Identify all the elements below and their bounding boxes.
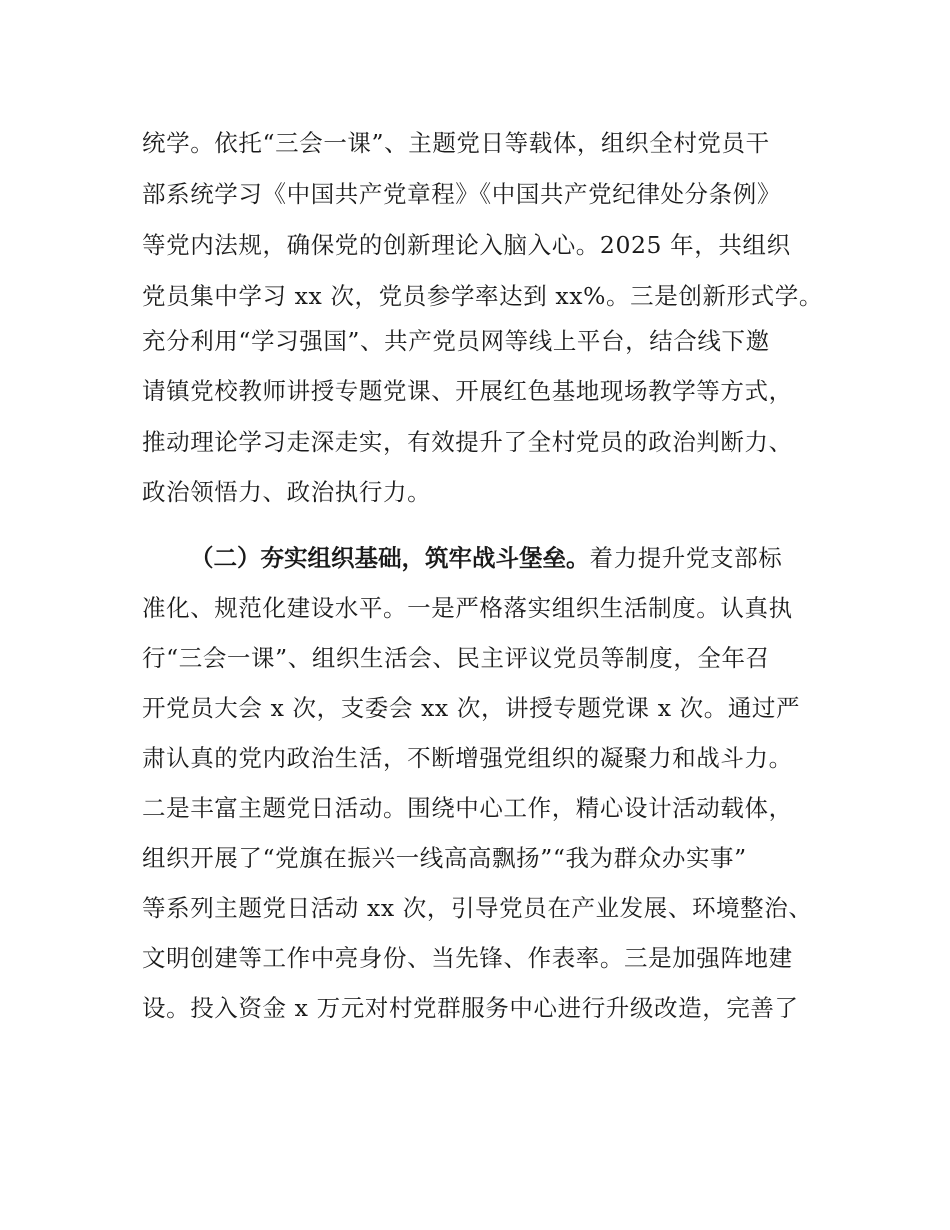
heading-continuation: 着力提升党支部标 bbox=[589, 544, 783, 572]
text-line: 肃认真的党内政治生活，不断增强党组织的凝聚力和战斗力。 bbox=[142, 744, 793, 772]
text-line: 政治领悟力、政治执行力。 bbox=[142, 478, 432, 506]
text-line: 等党内法规，确保党的创新理论入脑入心。2025 年，共组织 bbox=[142, 231, 791, 259]
text-line: 文明创建等工作中亮身份、当先锋、作表率。三是加强阵地建 bbox=[142, 944, 793, 972]
text-line: 党员集中学习 xx 次，党员参学率达到 xx%。三是创新形式学。 bbox=[142, 282, 823, 310]
text-line: 组织开展了“党旗在振兴一线高高飘扬”“我为群众办实事” bbox=[142, 844, 747, 872]
text-line: 二是丰富主题党日活动。围绕中心工作，精心设计活动载体， bbox=[142, 794, 793, 822]
text-line bbox=[190, 543, 830, 573]
text-line: 准化、规范化建设水平。一是严格落实组织生活制度。认真执 bbox=[142, 594, 793, 622]
text-line: 充分利用“学习强国”、共产党员网等线上平台，结合线下邀 bbox=[142, 327, 770, 355]
text-line: 等系列主题党日活动 xx 次，引导党员在产业发展、环境整治、 bbox=[142, 894, 813, 922]
text-line: 部系统学习《中国共产党章程》《中国共产党纪律处分条例》 bbox=[142, 180, 781, 208]
text-line: 开党员大会 x 次，支委会 xx 次，讲授专题党课 x 次。通过严 bbox=[142, 694, 801, 722]
section-heading: （二）夯实组织基础，筑牢战斗堡垒。 bbox=[190, 544, 590, 572]
text-line: 设。投入资金 x 万元对村党群服务中心进行升级改造，完善了 bbox=[142, 994, 799, 1022]
text-line: 推动理论学习走深走实，有效提升了全村党员的政治判断力、 bbox=[142, 428, 793, 456]
text-line: 行“三会一课”、组织生活会、民主评议党员等制度，全年召 bbox=[142, 644, 770, 672]
text-line: 请镇党校教师讲授专题党课、开展红色基地现场教学等方式， bbox=[142, 377, 793, 405]
text-line: 统学。依托“三会一课”、主题党日等载体，组织全村党员干 bbox=[142, 129, 770, 157]
